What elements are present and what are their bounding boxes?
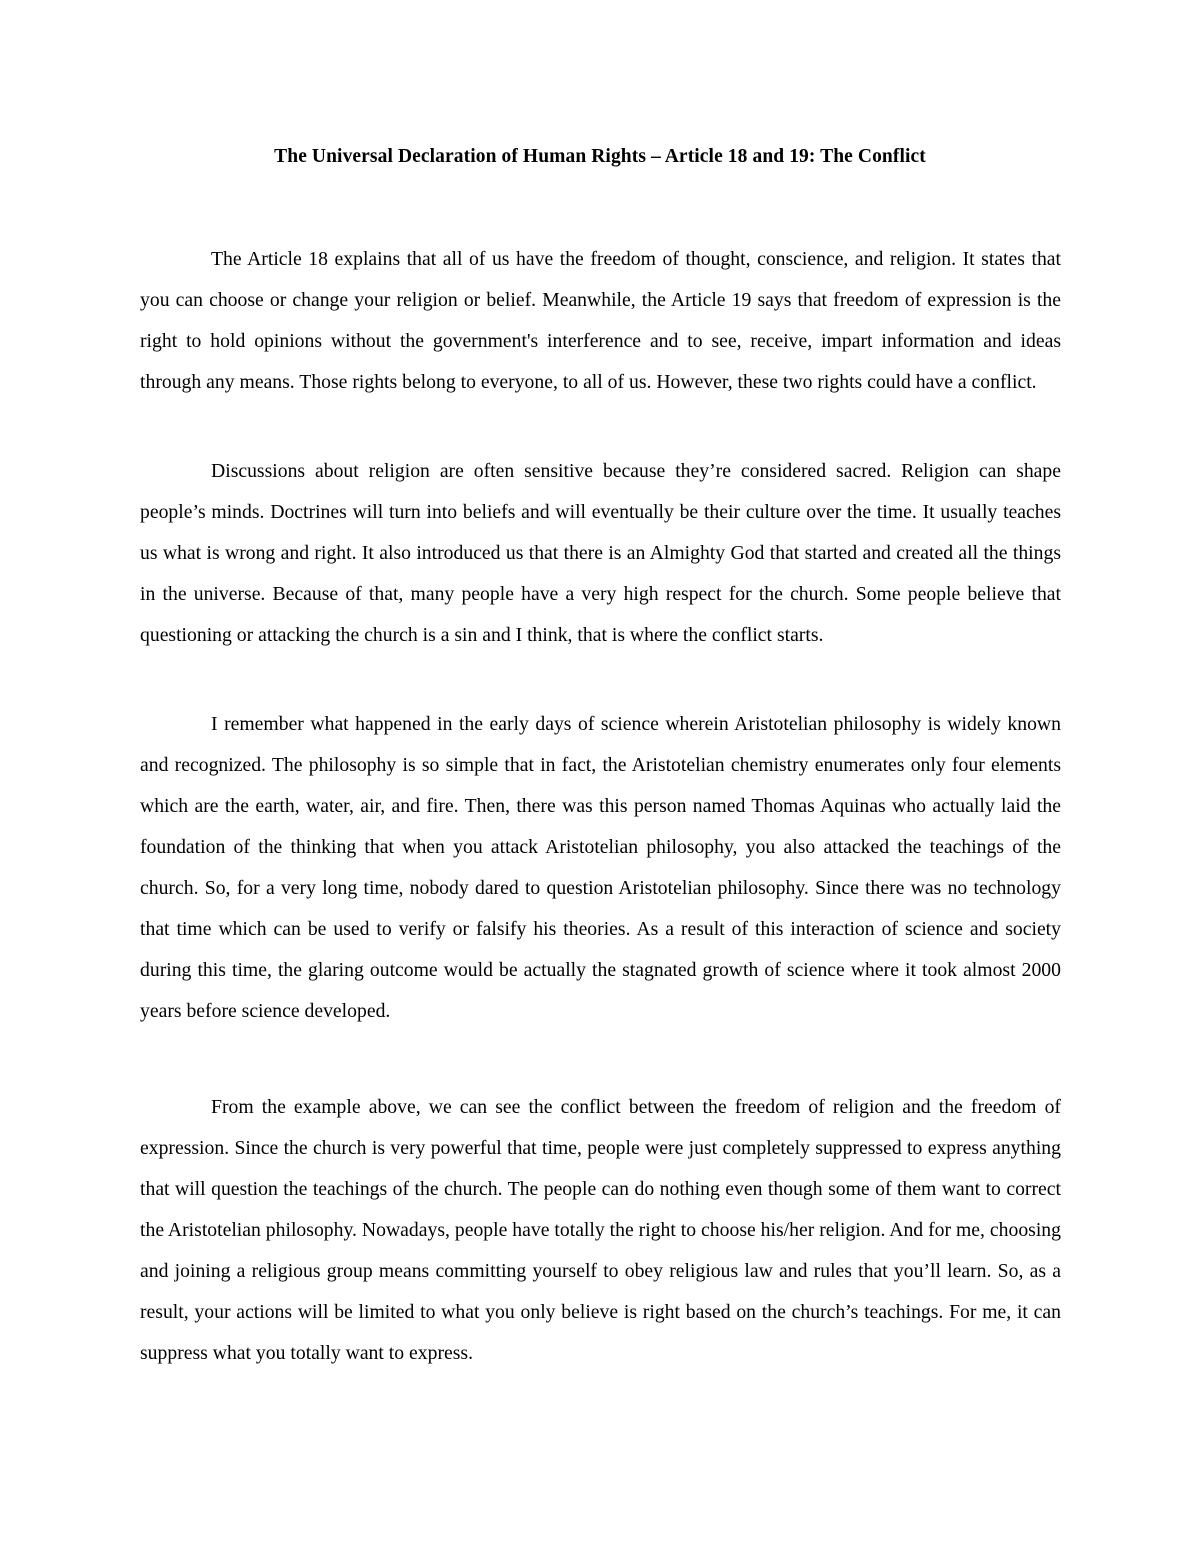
- paragraph-article-18-19: The Article 18 explains that all of us have the freedom of thought, conscience, and religion. It states that you can choose or change your religion or belief. Meanwhile, the Article 19 says that freedom of expression is the right to hold opinions without the government's interference and to see, receive, impart information and ideas through any means. Those rights belong to everyone, to all of us. However, these two rights could have a conflict.: [140, 248, 1061, 393]
- paragraph-aristotelian-example: I remember what happened in the early days of science wherein Aristotelian philosophy is widely known and recognized. The philosophy is so simple that in fact, the Aristotelian chemistry enumerates only four elements which are the earth, water, air, and fire. Then, there was this person named Thomas Aquinas who actually laid the foundation of the thinking that when you attack Aristotelian philosophy, you also attacked the teachings of the church. So, for a very long time, nobody dared to question Aristotelian philosophy. Since there was no technology that time which can be used to verify or falsify his theories. As a result of this interaction of science and society during this time, the glaring outcome would be actually the stagnated growth of science where it took almost 2000 years before science developed.: [140, 713, 1061, 1022]
- document-title: The Universal Declaration of Human Rights – Article 18 and 19: The Conflict: [274, 146, 926, 167]
- paragraph-religion-sensitivity: Discussions about religion are often sensitive because they’re considered sacred. Religion can shape people’s minds. Doctrines will turn into beliefs and will eventually be their culture over the time. It usually teaches us what is wrong and right. It also introduced us that there is an Almighty God that started and created all the things in the universe. Because of that, many people have a very high respect for the church. Some people believe that questioning or attacking the church is a sin and I think, that is where the conflict starts.: [140, 460, 1061, 646]
- paragraph-conclusion: From the example above, we can see the conflict between the freedom of religion and the freedom of expression. Since the church is very powerful that time, people were just completely suppressed to express anything that will question the teachings of the church. The people can do nothing even though some of them want to correct the Aristotelian philosophy. Nowadays, people have totally the right to choose his/her religion. And for me, choosing and joining a religious group means committing yourself to obey religious law and rules that you’ll learn. So, as a result, your actions will be limited to what you only believe is right based on the church’s teachings. For me, it can suppress what you totally want to express.: [140, 1096, 1061, 1364]
